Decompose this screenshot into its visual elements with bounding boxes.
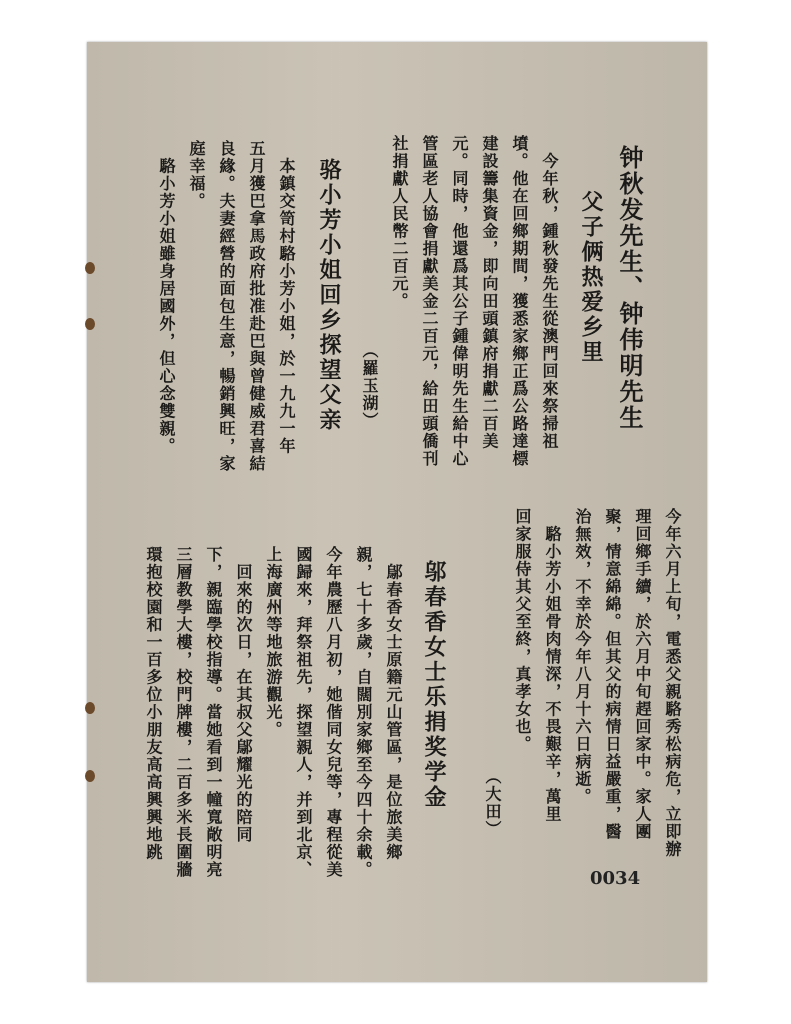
article2-body-col: 今年六月上旬，電悉父親駱秀松病危，立即辦 [663, 508, 682, 858]
article2-title: 骆小芳小姐回乡探望父亲 [316, 158, 342, 433]
article1-title-line1: 钟秋发先生、钟伟明先生 [615, 145, 644, 431]
binding-hole [85, 770, 95, 782]
article1-body-col: 元。同時，他還爲其公子鍾偉明先生給中心 [450, 135, 469, 468]
article3-body-col: 下，親臨學校指導。當她看到一幢寬敞明亮 [204, 546, 223, 879]
binding-hole [85, 318, 95, 330]
article2-body-col: 回家服侍其父至終，真孝女也。 [513, 508, 532, 753]
article1-body-col: 社捐獻人民幣二百元。 [390, 135, 409, 310]
article3-body-col: 親，七十多歲，自闊別家鄉至今四十余載。 [354, 546, 373, 879]
article1-body-col: 墳。他在回鄉期間，獲悉家鄉正爲公路達標 [510, 135, 529, 468]
article2-body-col: 理回鄉手續，於六月中旬趕回家中。家人團 [633, 508, 652, 841]
article3-body-col: 環抱校園和一百多位小朋友高高興興地跳 [144, 546, 163, 861]
article2-body-col: 駱小芳小姐雖身居國外，但心念雙親。 [157, 140, 176, 455]
binding-hole [85, 702, 95, 714]
article2-body-col: 庭幸福。 [187, 140, 206, 210]
article2-author: （大田） [483, 768, 502, 838]
article3-body-col: 三層教學大樓，校門牌樓，二百多米長圍牆 [174, 546, 193, 879]
article2-body-col: 聚，情意綿綿。但其父的病情日益嚴重，醫 [603, 508, 622, 841]
article3-body-col: 國歸來，拜祭祖先，探望親人，并到北京、 [294, 546, 313, 879]
article2-body-col: 五月獲巴拿馬政府批准赴巴與曾健威君喜結 [247, 140, 266, 473]
article3-title: 邬春香女士乐捐奖学金 [421, 560, 447, 810]
article2-body-col: 良緣。夫妻經營的面包生意，暢銷興旺，家 [217, 140, 236, 473]
article1-body-col: 管區老人協會捐獻美金二百元，給田頭僑刊 [420, 135, 439, 468]
binding-hole [85, 262, 95, 274]
article1-title-line2: 父子俩热爱乡里 [578, 190, 604, 365]
article1-body-col: 建設籌集資金，即向田頭鎮府捐獻二百美 [480, 135, 499, 450]
article1-body-col: 今年秋，鍾秋發先生從澳門回來祭掃祖 [540, 135, 559, 450]
page-number: 0034 [590, 868, 641, 889]
article2-body-col: 駱小芳小姐骨肉情深，不畏艱辛，萬里 [543, 508, 562, 823]
article3-body-col: 上海廣州等地旅游觀光。 [264, 546, 283, 739]
article2-body-col: 本鎮交笥村駱小芳小姐，於一九九一年 [277, 140, 296, 455]
article2-body-col: 治無效，不幸於今年八月十六日病逝。 [573, 508, 592, 806]
article1-author: （羅玉湖） [360, 342, 379, 430]
article3-body-col: 回來的次日，在其叔父鄔耀光的陪同 [234, 546, 253, 844]
article3-body-col: 鄔春香女士原籍元山管區，是位旅美鄉 [384, 546, 403, 861]
article3-body-col: 今年農歷八月初，她偕同女兒等，專程從美 [324, 546, 343, 879]
